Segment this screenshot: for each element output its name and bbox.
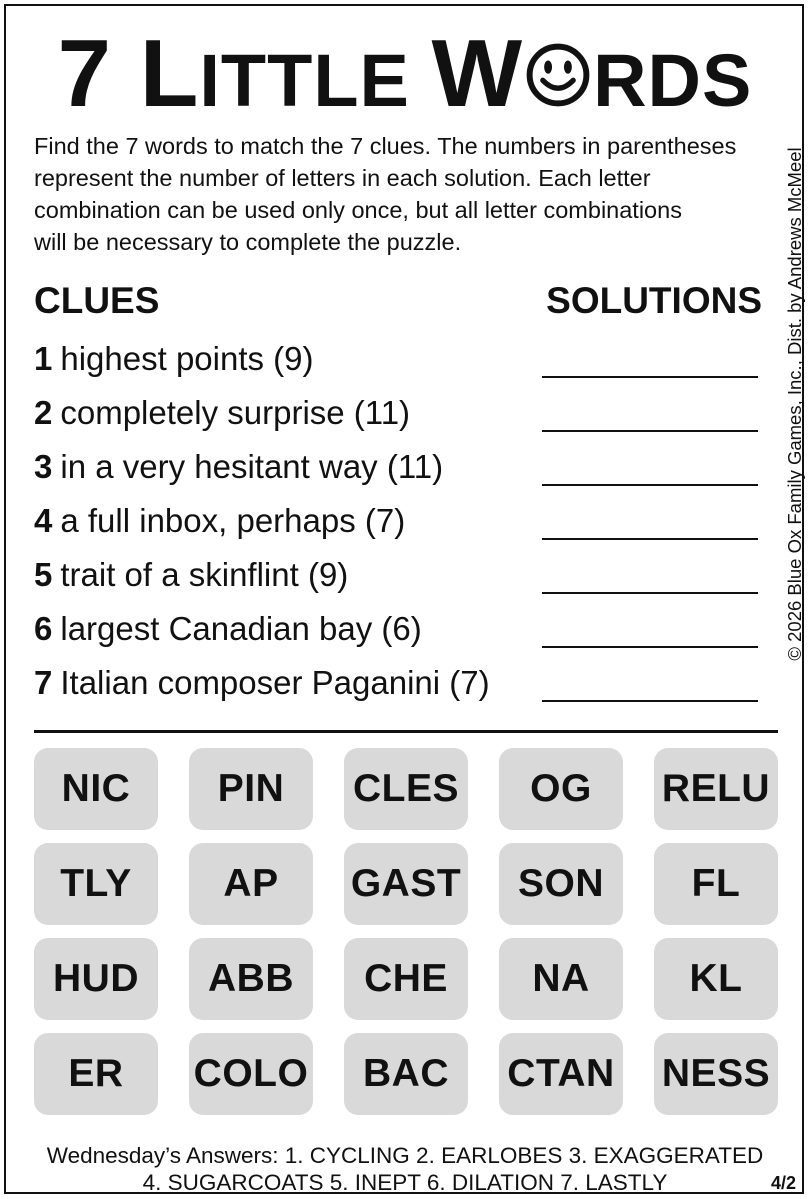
letter-tile[interactable]: HUD — [34, 938, 158, 1020]
answers-line-2: 4. SUGARCOATS 5. INEPT 6. DILATION 7. LASTLY — [142, 1170, 668, 1195]
clue-2 — [34, 393, 410, 433]
title-number: 7 — [57, 20, 140, 127]
clue-1 — [34, 339, 314, 379]
clue-7 — [34, 663, 490, 703]
solution-blank-7[interactable] — [542, 700, 758, 702]
clue-5 — [34, 555, 348, 595]
instructions-line: combination can be used only once, but all letter combinations — [34, 197, 682, 223]
title-rds: RDS — [593, 39, 753, 122]
letter-tile[interactable]: CLES — [344, 748, 468, 830]
letter-tile[interactable]: TLY — [34, 843, 158, 925]
letter-tile[interactable]: KL — [654, 938, 778, 1020]
section-divider — [34, 730, 778, 733]
clue-number: 2 — [34, 394, 53, 431]
letter-tile[interactable]: NIC — [34, 748, 158, 830]
clue-number: 3 — [34, 448, 53, 485]
letter-tile[interactable]: CHE — [344, 938, 468, 1020]
letter-tile[interactable]: FL — [654, 843, 778, 925]
solution-blank-5[interactable] — [542, 592, 758, 594]
letter-tile[interactable]: AP — [189, 843, 313, 925]
clue-text: in a very hesitant way (11) — [60, 448, 444, 485]
clue-text: completely surprise (11) — [60, 394, 411, 431]
previous-answers — [0, 1142, 810, 1196]
letter-tile[interactable]: ABB — [189, 938, 313, 1020]
instructions — [34, 130, 784, 258]
letter-tile[interactable]: BAC — [344, 1033, 468, 1115]
clue-text: trait of a skinflint (9) — [60, 556, 349, 593]
clue-number: 5 — [34, 556, 53, 593]
clue-number: 6 — [34, 610, 53, 647]
puzzle-title — [0, 20, 810, 127]
clue-number: 4 — [34, 502, 53, 539]
letter-tile[interactable]: COLO — [189, 1033, 313, 1115]
clue-3 — [34, 447, 443, 487]
smiley-face-icon — [525, 42, 591, 108]
instructions-line: represent the number of letters in each solution. Each letter — [34, 165, 651, 191]
solutions-heading: SOLUTIONS — [546, 280, 762, 321]
letter-tile[interactable]: NESS — [654, 1033, 778, 1115]
clue-text: Italian composer Paganini (7) — [60, 664, 490, 701]
letter-tile[interactable]: GAST — [344, 843, 468, 925]
clues-heading: CLUES — [34, 280, 160, 321]
clue-6 — [34, 609, 422, 649]
letter-tile[interactable]: ER — [34, 1033, 158, 1115]
copyright-credit: © 2026 Blue Ox Family Games, Inc., Dist. by Andrews McMeel — [783, 147, 805, 661]
clue-text: largest Canadian bay (6) — [60, 610, 422, 647]
solution-blank-1[interactable] — [542, 376, 758, 378]
clue-4 — [34, 501, 405, 541]
title-l: L — [139, 20, 200, 127]
solution-blank-6[interactable] — [542, 646, 758, 648]
title-w: W — [431, 20, 524, 127]
instructions-line: will be necessary to complete the puzzle. — [34, 229, 462, 255]
instructions-line: Find the 7 words to match the 7 clues. The numbers in parentheses — [34, 133, 737, 159]
clue-number: 1 — [34, 340, 53, 377]
letter-tile[interactable]: OG — [499, 748, 623, 830]
letter-tile[interactable]: RELU — [654, 748, 778, 830]
solution-blank-4[interactable] — [542, 538, 758, 540]
clue-text: a full inbox, perhaps (7) — [60, 502, 406, 539]
solution-blank-3[interactable] — [542, 484, 758, 486]
clue-number: 7 — [34, 664, 53, 701]
title-ittle: ITTLE — [199, 39, 432, 122]
letter-tile[interactable]: NA — [499, 938, 623, 1020]
letter-tile[interactable]: SON — [499, 843, 623, 925]
solution-blank-2[interactable] — [542, 430, 758, 432]
puzzle-date: 4/2 — [770, 1173, 796, 1193]
answers-line-1: Wednesday’s Answers: 1. CYCLING 2. EARLOBES 3. EXAGGERATED — [46, 1143, 764, 1168]
letter-tile[interactable]: CTAN — [499, 1033, 623, 1115]
clue-text: highest points (9) — [60, 340, 314, 377]
letter-tile[interactable]: PIN — [189, 748, 313, 830]
